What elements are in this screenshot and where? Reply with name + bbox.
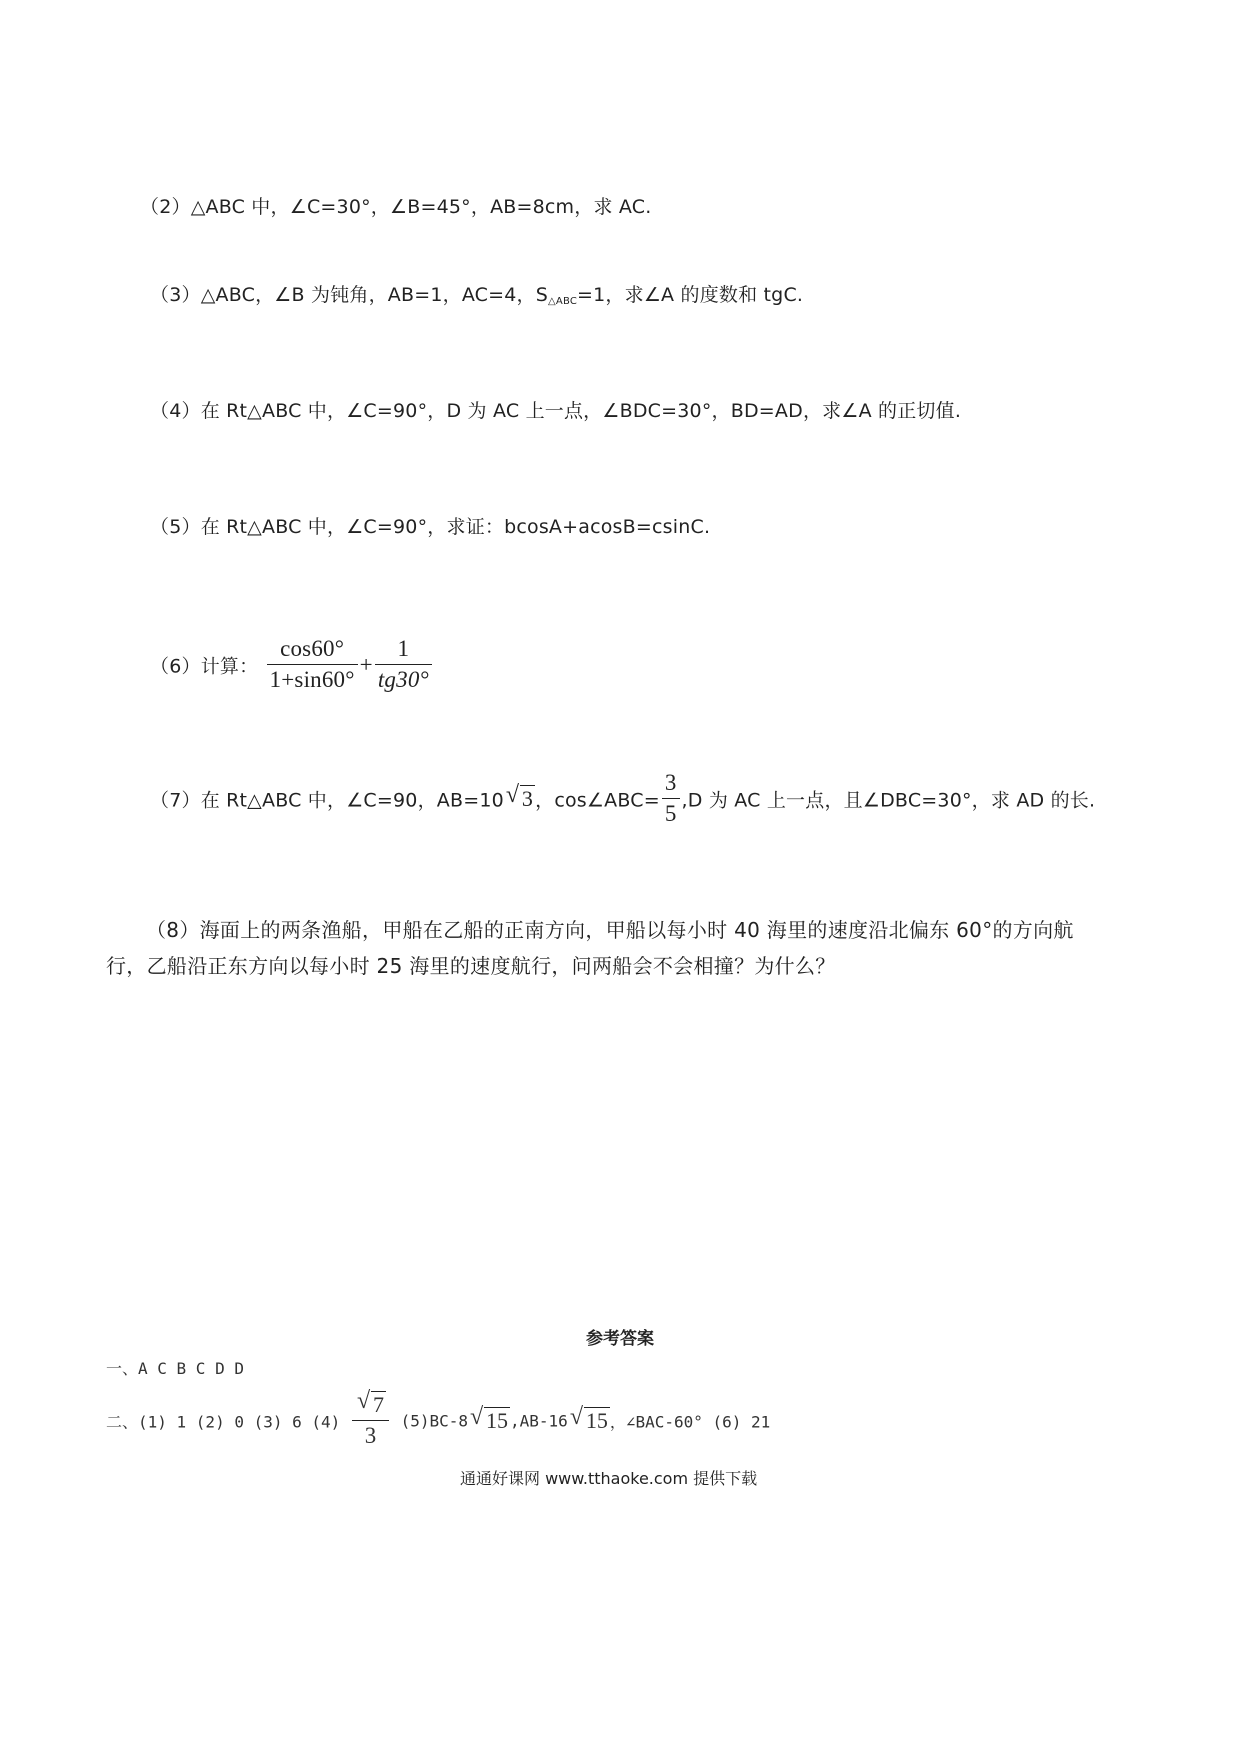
fraction-numerator: cos60° (267, 636, 358, 665)
problem-7-text-end: ,D 为 AC 上一点，且∠DBC=30°，求 AD 的长. (681, 789, 1096, 812)
sqrt-15-a (470, 1403, 510, 1434)
sqrt-symbol: √ (569, 1403, 583, 1430)
radicand: 7 (372, 1392, 384, 1417)
fraction-cos-over-sin (267, 636, 358, 694)
problem-5: （5）在 Rt△ABC 中，∠C=90°，求证：bcosA+acosB=csinC. (150, 516, 711, 538)
sqrt-15-b (569, 1403, 610, 1434)
answers-part-2 (106, 1388, 771, 1450)
radicand: 15 (486, 1407, 509, 1433)
problem-7-cos: ，cos∠ABC= (535, 789, 660, 812)
problem-6-label: （6）计算： (150, 655, 259, 678)
sqrt-symbol: √ (470, 1403, 484, 1430)
problem-2: （2）△ABC 中，∠C=30°，∠B=45°，AB=8cm，求 AC. (140, 196, 652, 218)
problem-3-text: （3）△ABC，∠B 为钝角，AB=1，AC=4，S (150, 284, 549, 306)
problem-7 (150, 770, 1095, 828)
fraction-one-over-tg (375, 636, 432, 694)
problem-3-subscript: △ABC (548, 296, 578, 307)
fraction-sqrt7-over-3 (352, 1388, 389, 1450)
radicand: 15 (585, 1407, 608, 1433)
answers-part-2-end: ，∠BAC-60° (6) 21 (609, 1412, 771, 1432)
answers-heading: 参考答案 (586, 1329, 654, 1349)
fraction-three-fifths (662, 770, 680, 828)
fraction-numerator: 3 (662, 770, 680, 799)
problem-3 (150, 280, 803, 307)
sqrt-symbol: √ (356, 1388, 371, 1414)
problem-3-text-end: =1，求∠A 的度数和 tgC. (577, 284, 804, 306)
sqrt-symbol: √ (505, 781, 520, 808)
fraction-numerator (352, 1388, 389, 1421)
fraction-denominator: 1+sin60° (269, 667, 355, 693)
problem-8: （8）海面上的两条渔船，甲船在乙船的正南方向，甲船以每小时 40 海里的速度沿北偏东 60°的方向航行，乙船沿正东方向以每小时 25 海里的速度航行，问两船会不会相撞？为什么？ (106, 918, 1074, 978)
problem-4: （4）在 Rt△ABC 中，∠C=90°，D 为 AC 上一点，∠BDC=30°，BD=AD，求∠A 的正切值. (150, 400, 962, 422)
answers-part-1: 一、A C B C D D (106, 1359, 244, 1378)
answers-part-2-text: 二、(1) 1 (2) 0 (3) 6 (4) (106, 1412, 341, 1432)
fraction-numerator: 1 (375, 636, 432, 665)
fraction-denominator: tg30° (377, 667, 429, 693)
fraction-denominator: 5 (664, 801, 677, 827)
radicand: 3 (521, 785, 534, 811)
answers-part-2-bc: (5)BC-8 (400, 1411, 469, 1431)
answers-part-2-ab: ,AB-16 (510, 1411, 568, 1431)
sqrt-7 (356, 1388, 386, 1417)
sqrt-3 (505, 781, 535, 812)
page-footer: 通通好课网 www.tthaoke.com 提供下载 (460, 1469, 758, 1488)
problem-7-text: （7）在 Rt△ABC 中，∠C=90，AB=10 (150, 789, 504, 812)
plus-sign: + (359, 651, 373, 677)
problem-6 (150, 636, 434, 694)
fraction-denominator: 3 (364, 1423, 377, 1449)
